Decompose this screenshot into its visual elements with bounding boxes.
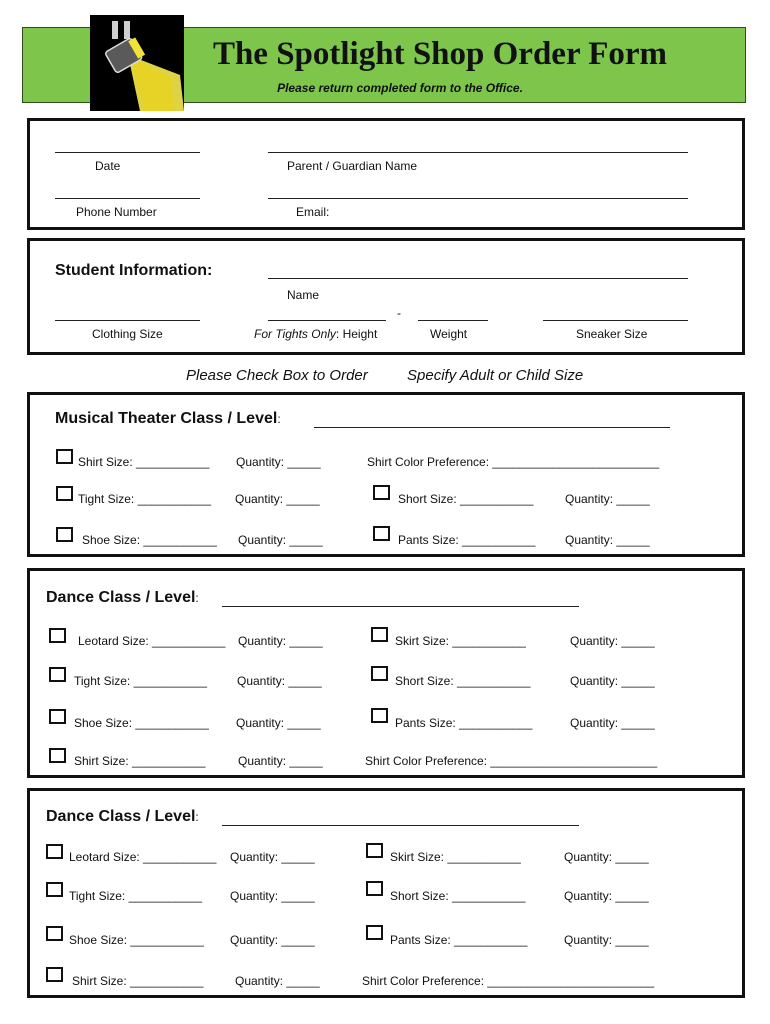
student-info-heading: Student Information: <box>55 262 213 279</box>
date-label: Date <box>95 159 121 173</box>
dance2-tight-checkbox[interactable] <box>46 882 63 897</box>
dance2-shoe-size[interactable]: Shoe Size: ___________ <box>69 933 204 947</box>
dance2-leotard-size[interactable]: Leotard Size: ___________ <box>69 850 217 864</box>
dance2-heading <box>46 808 199 826</box>
guardian-name-label: Parent / Guardian Name <box>287 159 418 173</box>
dance1-shirt-quantity[interactable]: Quantity: _____ <box>238 754 323 768</box>
weight-field[interactable] <box>418 320 488 321</box>
dance1-heading-text: Dance Class / Level <box>46 589 196 606</box>
tights-note-label <box>254 327 377 341</box>
dance1-shirt-size[interactable]: Shirt Size: ___________ <box>74 754 206 768</box>
page-title: The Spotlight Shop Order Form <box>212 36 668 72</box>
dance1-pants-checkbox[interactable] <box>371 708 388 723</box>
musical-shoe-quantity[interactable]: Quantity: _____ <box>238 533 323 547</box>
dance2-skirt-checkbox[interactable] <box>366 843 383 858</box>
dance2-short-checkbox[interactable] <box>366 881 383 896</box>
phone-field[interactable] <box>55 198 200 199</box>
dance2-shirt-checkbox[interactable] <box>46 967 63 982</box>
phone-label: Phone Number <box>76 205 157 219</box>
dance1-pants-size[interactable]: Pants Size: ___________ <box>395 716 533 730</box>
musical-tight-quantity[interactable]: Quantity: _____ <box>235 492 320 506</box>
musical-shoe-size[interactable]: Shoe Size: ___________ <box>82 533 217 547</box>
dance2-leotard-quantity[interactable]: Quantity: _____ <box>230 850 315 864</box>
dance1-short-size[interactable]: Short Size: ___________ <box>395 674 531 688</box>
dance1-tight-checkbox[interactable] <box>49 667 66 682</box>
tights-only-text: For Tights Only <box>254 327 336 341</box>
musical-short-quantity[interactable]: Quantity: _____ <box>565 492 650 506</box>
musical-heading-colon: : <box>277 412 281 426</box>
dance1-skirt-quantity[interactable]: Quantity: _____ <box>570 634 655 648</box>
check-box-instruction: Please Check Box to Order <box>186 367 368 384</box>
dance2-level-field[interactable] <box>222 825 579 826</box>
page-subtitle: Please return completed form to the Office. <box>277 81 523 95</box>
dance1-level-field[interactable] <box>222 606 579 607</box>
student-name-label: Name <box>287 288 320 302</box>
musical-pants-checkbox[interactable] <box>373 526 390 541</box>
musical-shirt-checkbox[interactable] <box>56 449 73 464</box>
dance2-shoe-checkbox[interactable] <box>46 926 63 941</box>
musical-level-field[interactable] <box>314 427 670 428</box>
student-name-field[interactable] <box>268 278 688 279</box>
dance1-tight-size[interactable]: Tight Size: ___________ <box>74 674 207 688</box>
dance2-short-size[interactable]: Short Size: ___________ <box>390 889 526 903</box>
dance1-heading <box>46 589 199 607</box>
dance1-skirt-size[interactable]: Skirt Size: ___________ <box>395 634 526 648</box>
guardian-name-field[interactable] <box>268 152 688 153</box>
email-field[interactable] <box>268 198 688 199</box>
dance2-heading-text: Dance Class / Level <box>46 808 196 825</box>
dance2-pants-size[interactable]: Pants Size: ___________ <box>390 933 528 947</box>
musical-shoe-checkbox[interactable] <box>56 527 73 542</box>
dance2-leotard-checkbox[interactable] <box>46 844 63 859</box>
dance2-shirt-size[interactable]: Shirt Size: ___________ <box>72 974 204 988</box>
musical-shirt-quantity[interactable]: Quantity: _____ <box>236 455 321 469</box>
musical-shirt-size[interactable]: Shirt Size: ___________ <box>78 455 210 469</box>
height-weight-dash: - <box>397 306 401 320</box>
dance2-shoe-quantity[interactable]: Quantity: _____ <box>230 933 315 947</box>
clothing-size-label: Clothing Size <box>92 327 163 341</box>
dance2-pants-quantity[interactable]: Quantity: _____ <box>564 933 649 947</box>
musical-pants-size[interactable]: Pants Size: ___________ <box>398 533 536 547</box>
dance1-leotard-checkbox[interactable] <box>49 628 66 643</box>
dance2-skirt-quantity[interactable]: Quantity: _____ <box>564 850 649 864</box>
height-field[interactable] <box>268 320 386 321</box>
dance2-heading-colon: : <box>195 810 199 824</box>
dance1-shoe-quantity[interactable]: Quantity: _____ <box>236 716 321 730</box>
musical-heading-text: Musical Theater Class / Level <box>55 410 278 427</box>
dance2-short-quantity[interactable]: Quantity: _____ <box>564 889 649 903</box>
sneaker-size-label: Sneaker Size <box>576 327 648 341</box>
musical-short-size[interactable]: Short Size: ___________ <box>398 492 534 506</box>
dance2-shirt-color[interactable]: Shirt Color Preference: _________________________ <box>362 974 655 988</box>
musical-pants-quantity[interactable]: Quantity: _____ <box>565 533 650 547</box>
dance1-short-quantity[interactable]: Quantity: _____ <box>570 674 655 688</box>
dance1-skirt-checkbox[interactable] <box>371 627 388 642</box>
dance2-tight-quantity[interactable]: Quantity: _____ <box>230 889 315 903</box>
dance2-tight-size[interactable]: Tight Size: ___________ <box>69 889 202 903</box>
musical-tight-size[interactable]: Tight Size: ___________ <box>78 492 211 506</box>
musical-tight-checkbox[interactable] <box>56 486 73 501</box>
dance1-leotard-size[interactable]: Leotard Size: ___________ <box>78 634 226 648</box>
dance1-heading-colon: : <box>195 591 199 605</box>
dance2-shirt-quantity[interactable]: Quantity: _____ <box>235 974 320 988</box>
clothing-size-field[interactable] <box>55 320 200 321</box>
dance1-tight-quantity[interactable]: Quantity: _____ <box>237 674 322 688</box>
spotlight-logo-icon <box>90 15 184 111</box>
dance1-shirt-checkbox[interactable] <box>49 748 66 763</box>
weight-label: Weight <box>430 327 468 341</box>
musical-short-checkbox[interactable] <box>373 485 390 500</box>
height-label: : Height <box>335 327 378 341</box>
sneaker-size-field[interactable] <box>543 320 688 321</box>
dance1-leotard-quantity[interactable]: Quantity: _____ <box>238 634 323 648</box>
musical-theater-heading <box>55 410 281 428</box>
dance1-short-checkbox[interactable] <box>371 666 388 681</box>
dance1-shoe-size[interactable]: Shoe Size: ___________ <box>74 716 209 730</box>
email-label: Email: <box>296 205 330 219</box>
dance1-pants-quantity[interactable]: Quantity: _____ <box>570 716 655 730</box>
dance2-pants-checkbox[interactable] <box>366 925 383 940</box>
dance2-skirt-size[interactable]: Skirt Size: ___________ <box>390 850 521 864</box>
musical-shirt-color[interactable]: Shirt Color Preference: _________________________ <box>367 455 660 469</box>
specify-size-instruction: Specify Adult or Child Size <box>407 367 584 384</box>
dance1-shoe-checkbox[interactable] <box>49 709 66 724</box>
date-field[interactable] <box>55 152 200 153</box>
dance1-shirt-color[interactable]: Shirt Color Preference: _________________________ <box>365 754 658 768</box>
